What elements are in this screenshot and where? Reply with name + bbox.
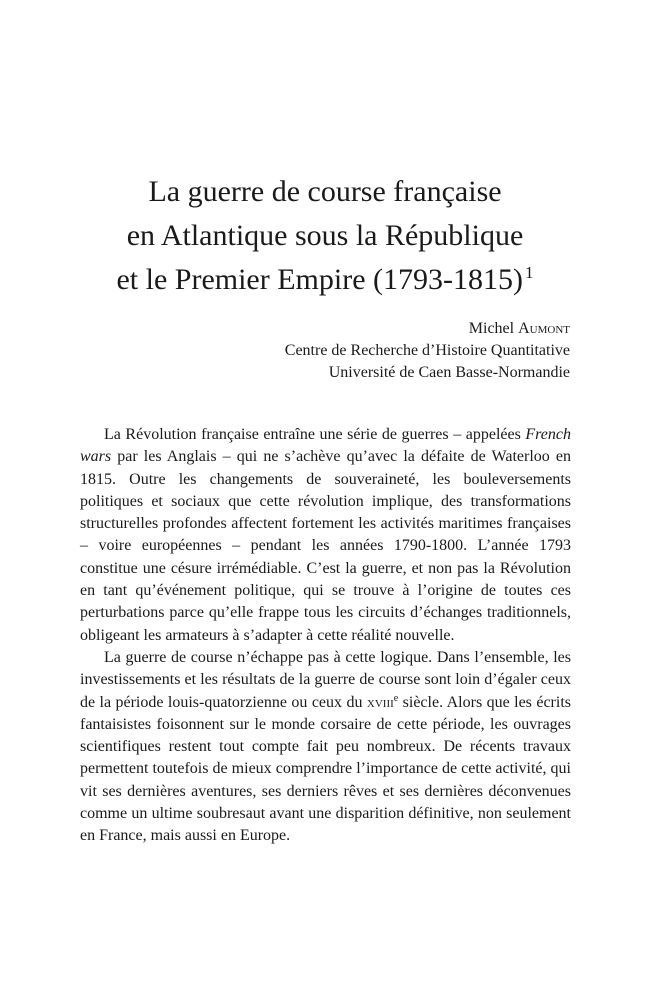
century-superscript: e (393, 692, 399, 704)
author-institution: Centre de Recherche d’Histoire Quantitative (284, 342, 570, 359)
paragraph-2-text-a: La guerre de course n’échappe pas à cette logique. Dans l’ensemble, les investissements et les résultats de la guerre de course sont loin d’égaler ceux de la période louis-quatorzienne ou ceux du (80, 648, 571, 711)
article-title (60, 170, 590, 302)
century-numeral: xviii (366, 693, 394, 711)
title-line-3 (60, 258, 590, 302)
author-block (170, 318, 570, 384)
article-body (80, 424, 571, 848)
author-last-name: Aumont (518, 320, 570, 337)
author-university: Université de Caen Basse-Normandie (328, 364, 570, 381)
paragraph-2 (80, 647, 571, 848)
title-line-2: en Atlantique sous la République (126, 219, 524, 252)
paragraph-1-text-a: La Révolution française entraîne une série de guerres – appelées (104, 426, 526, 443)
title-line-3-text: et le Premier Empire (1793-1815) (116, 263, 524, 296)
author-first-name: Michel (468, 320, 515, 337)
paragraph-1-text-b: par les Anglais – qui ne s’achève qu’avec la défaite de Waterloo en 1815. Outre les changements de souveraineté, les bouleversements politiques et sociaux que cette révolution implique, des transformations structurelles profondes affectent fortement les activités maritimes françaises – voire européennes – pendant les années 1790-1800. L’année 1793 constitue une césure irrémédiable. C’est la guerre, et non pas la Révolution en tant qu’événement politique, qui se trouve à l’origine de toutes ces perturbations parce qu’elle frappe tous les circuits d’échanges traditionnels, obligeant les armateurs à s’adapter à cette réalité nouvelle. (80, 448, 571, 644)
title-line-1: La guerre de course française (148, 175, 502, 208)
paragraph-1 (80, 424, 571, 647)
author-name (170, 318, 570, 340)
title-footnote-marker[interactable]: 1 (525, 263, 534, 282)
paragraph-1-italic: French wars (80, 426, 571, 466)
paragraph-2-text-b: siècle. Alors que les écrits fantaisistes foisonnent sur le monde corsaire de cette période, les ouvrages scientifiques restent tout compte fait peu nombreux. De récents travaux permettent toutefois de mieux comprendre l’importance de cette activité, qui vit ses dernières aventures, ses derniers rêves et ses dernières déconvenues comme un ultime soubresaut avant une disparition définitive, non seulement en France, mais aussi en Europe. (80, 693, 571, 845)
